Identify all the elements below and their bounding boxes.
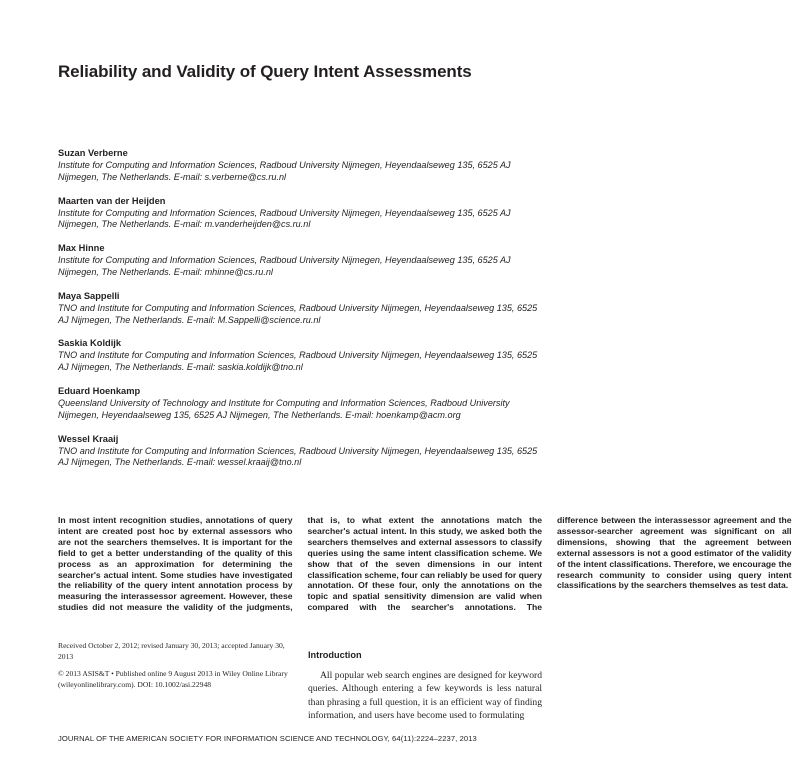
author-affiliation: TNO and Institute for Computing and Information Sciences, Radboud University Nijmegen, Heyendaalseweg 135, 6525 AJ Nijmegen, The Netherlands. E-mail: M.Sappelli@science.ru.nl — [58, 302, 538, 325]
author-name: Saskia Koldijk — [58, 338, 122, 349]
author-affiliation: Institute for Computing and Information Sciences, Radboud University Nijmegen, Heyendaalseweg 135, 6525 AJ Nijmegen, The Netherlands. E-mail: m.vanderheijden@cs.ru.nl — [58, 207, 511, 230]
paper-title: Reliability and Validity of Query Intent Assessments — [58, 62, 472, 81]
author-affiliation: Institute for Computing and Information Sciences, Radboud University Nijmegen, Heyendaalseweg 135, 6525 AJ Nijmegen, The Netherlands. E-mail: mhinne@cs.ru.nl — [58, 255, 511, 277]
author-entry — [58, 243, 548, 279]
author-entry — [58, 386, 548, 422]
author-entry — [58, 148, 548, 184]
author-affiliation: TNO and Institute for Computing and Information Sciences, Radboud University Nijmegen, Heyendaalseweg 135, 6525 AJ Nijmegen, The Netherlands. E-mail: wessel.kraaij@tno.nl — [58, 445, 538, 468]
author-name: Eduard Hoenkamp — [58, 385, 141, 396]
author-name: Wessel Kraaij — [58, 433, 119, 444]
received-dates: Received October 2, 2012; revised January 30, 2013; accepted January 30, 2013 — [58, 641, 285, 661]
author-affiliation: TNO and Institute for Computing and Information Sciences, Radboud University Nijmegen, Heyendaalseweg 135, 6525 AJ Nijmegen, The Netherlands. E-mail: saskia.koldijk@tno.nl — [58, 350, 538, 373]
author-entry — [58, 196, 548, 232]
copyright-line: © 2013 ASIS&T • Published online 9 August 2013 in Wiley Online Library (wileyonlinelibrary.com). DOI: 10.1002/asi.22948 — [58, 669, 288, 689]
section-heading-introduction: Introduction — [308, 650, 362, 660]
journal-footer: JOURNAL OF THE AMERICAN SOCIETY FOR INFORMATION SCIENCE AND TECHNOLOGY, 64(11):2224–2237, 2013 — [58, 734, 477, 743]
author-entry — [58, 291, 548, 327]
abstract: In most intent recognition studies, annotations of query intent are created post hoc by external assessors who are not the searchers themselves. It is important for the field to get a better understanding of the quality of this process as an approximation for determining the searcher's actual intent. Some studies have investigated the reliability of the query intent annotation process by measuring the interassessor agreement. However, these studies did not measure the validity of the judgments, that is, to what extent the annotations match the searcher's actual intent. In this study, we asked both the searchers themselves and external assessors to classify queries using the same intent classification scheme. We show that of the seven dimensions in our intent classification scheme, four can reliably be used for query annotation. Of these four, only the annotations on the topic and spatial sensitivity dimension are valid when compared with the searcher's annotations. The difference between the interassessor agreement and the assessor-searcher agreement was significant on all dimensions, showing that the agreement between external assessors is not a good estimator of the validity of the intent classifications. Therefore, we encourage the research community to consider using query intent classifications by the searchers themselves as test data. — [58, 515, 792, 613]
author-entry — [58, 434, 548, 470]
author-entry — [58, 338, 548, 374]
author-name: Maya Sappelli — [58, 290, 120, 301]
author-list — [58, 148, 548, 481]
received-info — [58, 640, 292, 696]
author-name: Max Hinne — [58, 243, 105, 254]
author-name: Suzan Verberne — [58, 148, 128, 158]
author-affiliation: Queensland University of Technology and Institute for Computing and Information Sciences, Radboud University Nijmegen, Heyendaalseweg 135, 6525 AJ Nijmegen, The Netherlands. E-mail: hoenkamp@acm.org — [58, 397, 510, 420]
introduction-text: All popular web search engines are designed for keyword queries. Although entering a few keywords is less natural than phrasing a full question, it is an efficient way of finding information, and users have become used to formulating — [308, 670, 542, 722]
author-name: Maarten van der Heijden — [58, 195, 166, 206]
author-affiliation: Institute for Computing and Information Sciences, Radboud University Nijmegen, Heyendaalseweg 135, 6525 AJ Nijmegen, The Netherlands. E-mail: s.verberne@cs.ru.nl — [58, 160, 511, 182]
